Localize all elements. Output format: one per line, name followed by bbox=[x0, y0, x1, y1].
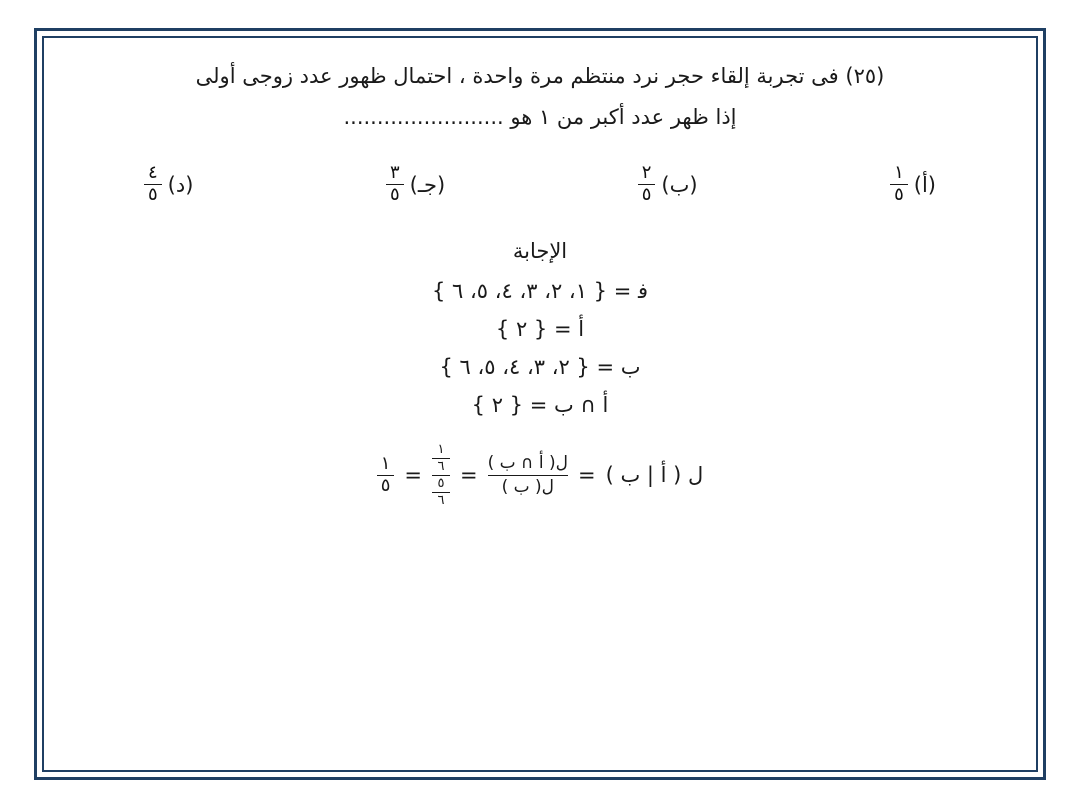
choice-fraction-a bbox=[890, 161, 908, 206]
choices-row bbox=[144, 161, 936, 206]
question-line-2: إذا ظهر عدد أكبر من ١ هو ........................ bbox=[343, 104, 737, 129]
choice-fraction-c bbox=[386, 161, 404, 206]
choice-option-a[interactable] bbox=[890, 161, 936, 206]
question-block bbox=[74, 56, 1006, 138]
fraction-bar bbox=[488, 475, 568, 477]
choice-label-a: (أ) bbox=[913, 172, 936, 197]
choice-fraction-d bbox=[144, 161, 162, 206]
final-result-numerator: ١ bbox=[380, 452, 391, 474]
answer-line-intersection: ﺃ ∩ ﺏ = { ٢ } bbox=[471, 393, 609, 418]
choice-fraction-c-denominator: ٥ bbox=[389, 184, 400, 206]
choice-fraction-d-denominator: ٥ bbox=[148, 184, 158, 206]
probability-ratio-denominator: ل( ﺏ ) bbox=[501, 477, 555, 498]
nested-fraction-denominator bbox=[432, 477, 450, 508]
answer-final-equation bbox=[74, 443, 1006, 507]
nested-denominator-top: ٥ bbox=[437, 476, 445, 492]
choice-fraction-a-denominator: ٥ bbox=[894, 184, 904, 206]
document-frame-outer bbox=[34, 28, 1046, 780]
answer-line-event-b: ﺏ = { ٢، ٣، ٤، ٥، ٦ } bbox=[439, 355, 641, 380]
choice-fraction-d-numerator: ٤ bbox=[148, 161, 158, 183]
equals-sign-1: = bbox=[578, 463, 596, 488]
document-content bbox=[44, 38, 1036, 770]
nested-denominator-bottom: ٦ bbox=[437, 492, 445, 508]
choice-option-c[interactable] bbox=[386, 161, 446, 206]
answer-line-event-a: ﺃ = { ٢ } bbox=[495, 317, 585, 342]
final-result-denominator: ٥ bbox=[380, 475, 391, 497]
choice-fraction-b-denominator: ٥ bbox=[641, 184, 652, 206]
choice-fraction-c-numerator: ٣ bbox=[389, 161, 400, 183]
nested-fraction-numerator bbox=[432, 443, 450, 474]
nested-fraction-expression bbox=[432, 443, 450, 507]
choice-fraction-a-numerator: ١ bbox=[894, 161, 904, 183]
choice-label-b: (ب) bbox=[661, 172, 698, 197]
question-line-1: (٢٥) فى تجربة إلقاء حجر نرد منتظم مرة واحدة ، احتمال ظهور عدد زوجى أولى bbox=[195, 64, 885, 88]
choice-fraction-b bbox=[638, 161, 656, 206]
nested-numerator-bottom: ٦ bbox=[437, 459, 445, 475]
choice-label-c: (جـ) bbox=[409, 172, 446, 197]
choice-label-d: (د) bbox=[167, 172, 194, 197]
answer-line-sample-space: ﻓ = { ١، ٢، ٣، ٤، ٥، ٦ } bbox=[431, 279, 649, 304]
equals-sign-2: = bbox=[459, 463, 478, 488]
equals-sign-3: = bbox=[404, 463, 422, 488]
document-frame-inner bbox=[42, 36, 1038, 772]
final-result-fraction bbox=[377, 452, 395, 497]
choice-option-d[interactable] bbox=[144, 161, 194, 206]
probability-ratio-fraction bbox=[488, 454, 568, 497]
choice-option-b[interactable] bbox=[638, 161, 698, 206]
probability-ratio-numerator: ل( ﺃ ∩ ﺏ ) bbox=[487, 452, 568, 473]
nested-numerator-top: ١ bbox=[437, 442, 445, 458]
conditional-probability-label: ل ( ﺃ | ﺏ ) bbox=[605, 463, 704, 488]
answer-title: الإجابة bbox=[512, 239, 568, 264]
choice-fraction-b-numerator: ٢ bbox=[641, 161, 652, 183]
